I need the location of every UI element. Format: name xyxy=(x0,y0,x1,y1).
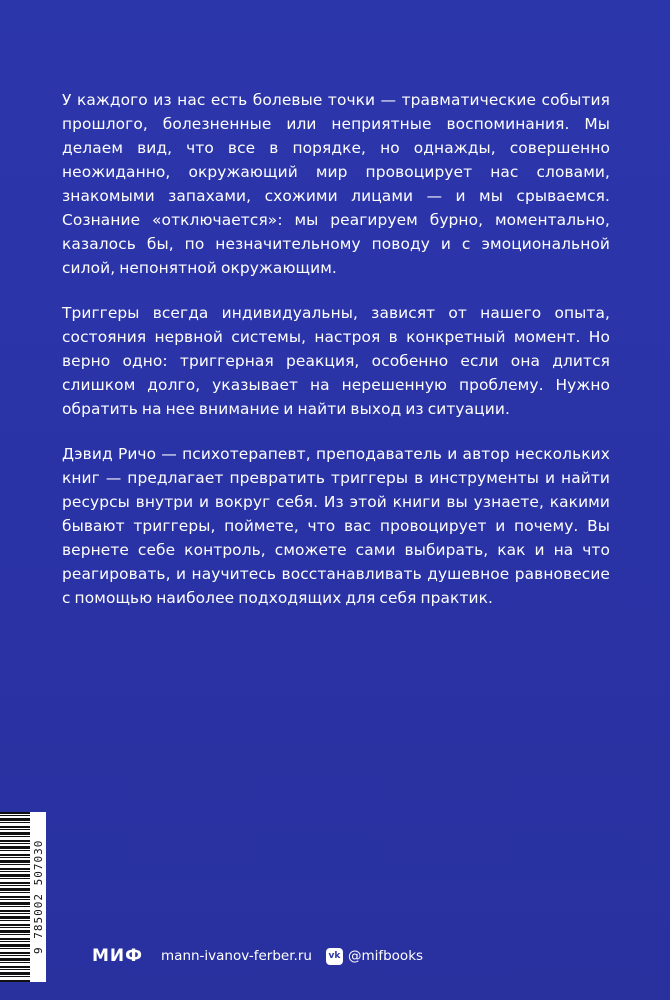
paragraph-1: У каждого из нас есть болевые точки — травматические события прошлого, болезненные или неприятные воспоминания. Мы делаем вид, что все в порядке, но однажды, совершенно неожиданно, окружающий мир провоцирует нас словами, знакомыми запахами, схожими лицами — и мы срываемся. Сознание «отключается»: мы реагируем бурно, моментально, казалось бы, по незначительному поводу и с эмоциональной силой, непонятной окружающим. xyxy=(62,91,610,277)
vk-icon[interactable]: vk xyxy=(326,948,343,965)
website-link[interactable]: mann-ivanov-ferber.ru xyxy=(161,948,312,964)
description-text xyxy=(62,88,610,631)
isbn-barcode xyxy=(0,812,46,982)
publisher-logo: МИФ xyxy=(92,946,144,966)
paragraph-3: Дэвид Ричо — психотерапевт, преподаватель и автор нескольких книг — предлагает превратить триггеры в инструменты и найти ресурсы внутри и вокруг себя. Из этой книги вы узнаете, какими бывают триггеры, поймете, что вас провоцирует и почему. Вы вернете себе контроль, сможете сами выбирать, как и на что реагировать, и научитесь восстанавливать душевное равновесие с помощью наиболее подходящих для себя практик. xyxy=(62,445,610,607)
publisher-footer xyxy=(92,944,423,968)
paragraph-2: Триггеры всегда индивидуальны, зависят от нашего опыта, состояния нервной системы, настроя в конкретный момент. Но верно одно: триггерная реакция, особенно если она длится слишком долго, указывает на нерешенную проблему. Нужно обратить на нее внимание и найти выход из ситуации. xyxy=(62,304,610,418)
barcode-digits: 9 785002 507030 xyxy=(32,839,45,955)
barcode-bars xyxy=(0,812,30,982)
social-handle[interactable]: @mifbooks xyxy=(347,948,424,964)
